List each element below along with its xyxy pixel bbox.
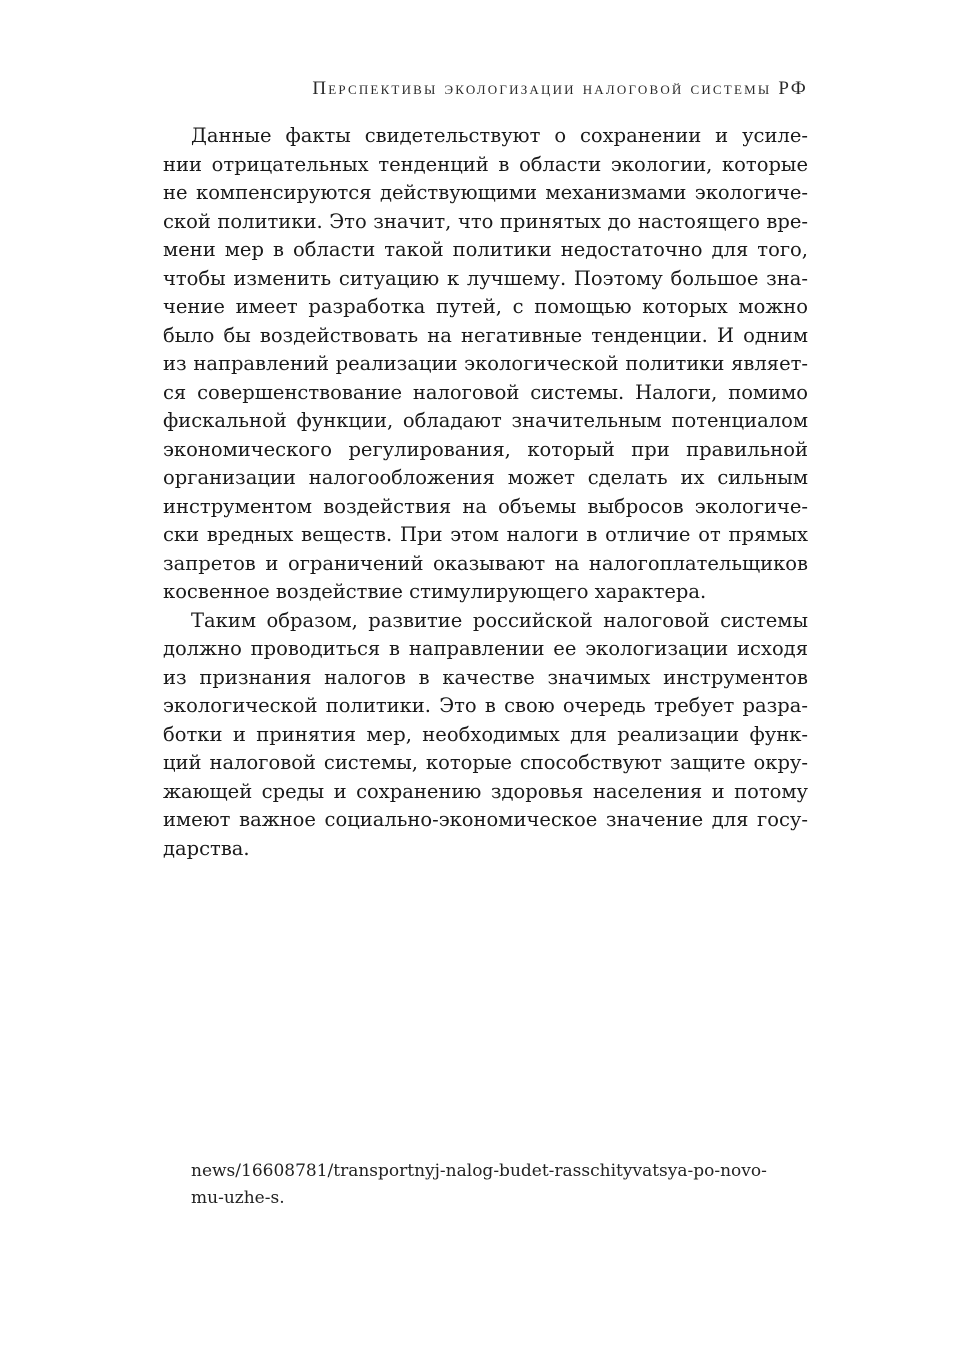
footnote-line: news/16608781/transportnyj-nalog-budet-rasschityvatsya-po-novo- [191,1161,767,1181]
text-line: нии отрицательных тенденций в области экологии, которые [163,152,808,176]
paragraph-2 [163,607,808,864]
running-header: Перспективы экологизации налоговой системы РФ [312,78,808,99]
text-line: из направлений реализации экологической политики являет- [163,352,808,375]
text-line: инструментом воздействия на объемы выбросов экологиче- [163,494,808,518]
text-line: ций налоговой системы, которые способствуют защите окру- [163,751,808,774]
text-line: не компенсируются действующими механизмами экологиче- [163,181,808,204]
text-line: запретов и ограничений оказывают на налогоплательщиков [163,551,808,575]
text-line: чтобы изменить ситуацию к лучшему. Поэтому большое зна- [163,266,808,290]
text-line: ской политики. Это значит, что принятых до настоящего вре- [163,209,808,233]
text-line: было бы воздействовать на негативные тенденции. И одним [163,323,808,347]
text-line: ски вредных веществ. При этом налоги в отличие от прямых [163,523,808,546]
footnote-line: mu-uzhe-s. [191,1188,285,1208]
text-line: организации налогообложения может сделать их сильным [163,466,808,489]
footnote [191,1158,808,1212]
text-line: Данные факты свидетельствуют о сохранении и усиле- [191,124,808,147]
text-line: дарства. [163,836,250,860]
text-line: ся совершенствование налоговой системы. Налоги, помимо [163,380,808,404]
text-line: ботки и принятия мер, необходимых для реализации функ- [163,722,808,746]
paragraph-1 [163,122,808,607]
text-line: из признания налогов в качестве значимых инструментов [163,665,808,689]
text-line: Таким образом, развитие российской налоговой системы [191,608,808,632]
body-text [163,122,808,863]
text-line: должно проводиться в направлении ее экологизации исходя [163,637,808,660]
text-line: мени мер в области такой политики недостаточно для того, [163,238,808,261]
text-line: имеют важное социально-экономическое значение для госу- [163,808,808,831]
text-line: косвенное воздействие стимулирующего характера. [163,580,707,603]
text-line: фискальной функции, обладают значительным потенциалом [163,409,808,432]
text-line: экономического регулирования, который при правильной [163,437,808,461]
text-line: чение имеет разработка путей, с помощью которых можно [163,295,808,318]
text-line: жающей среды и сохранению здоровья населения и потому [163,779,808,803]
text-line: экологической политики. Это в свою очередь требует разра- [163,694,808,717]
